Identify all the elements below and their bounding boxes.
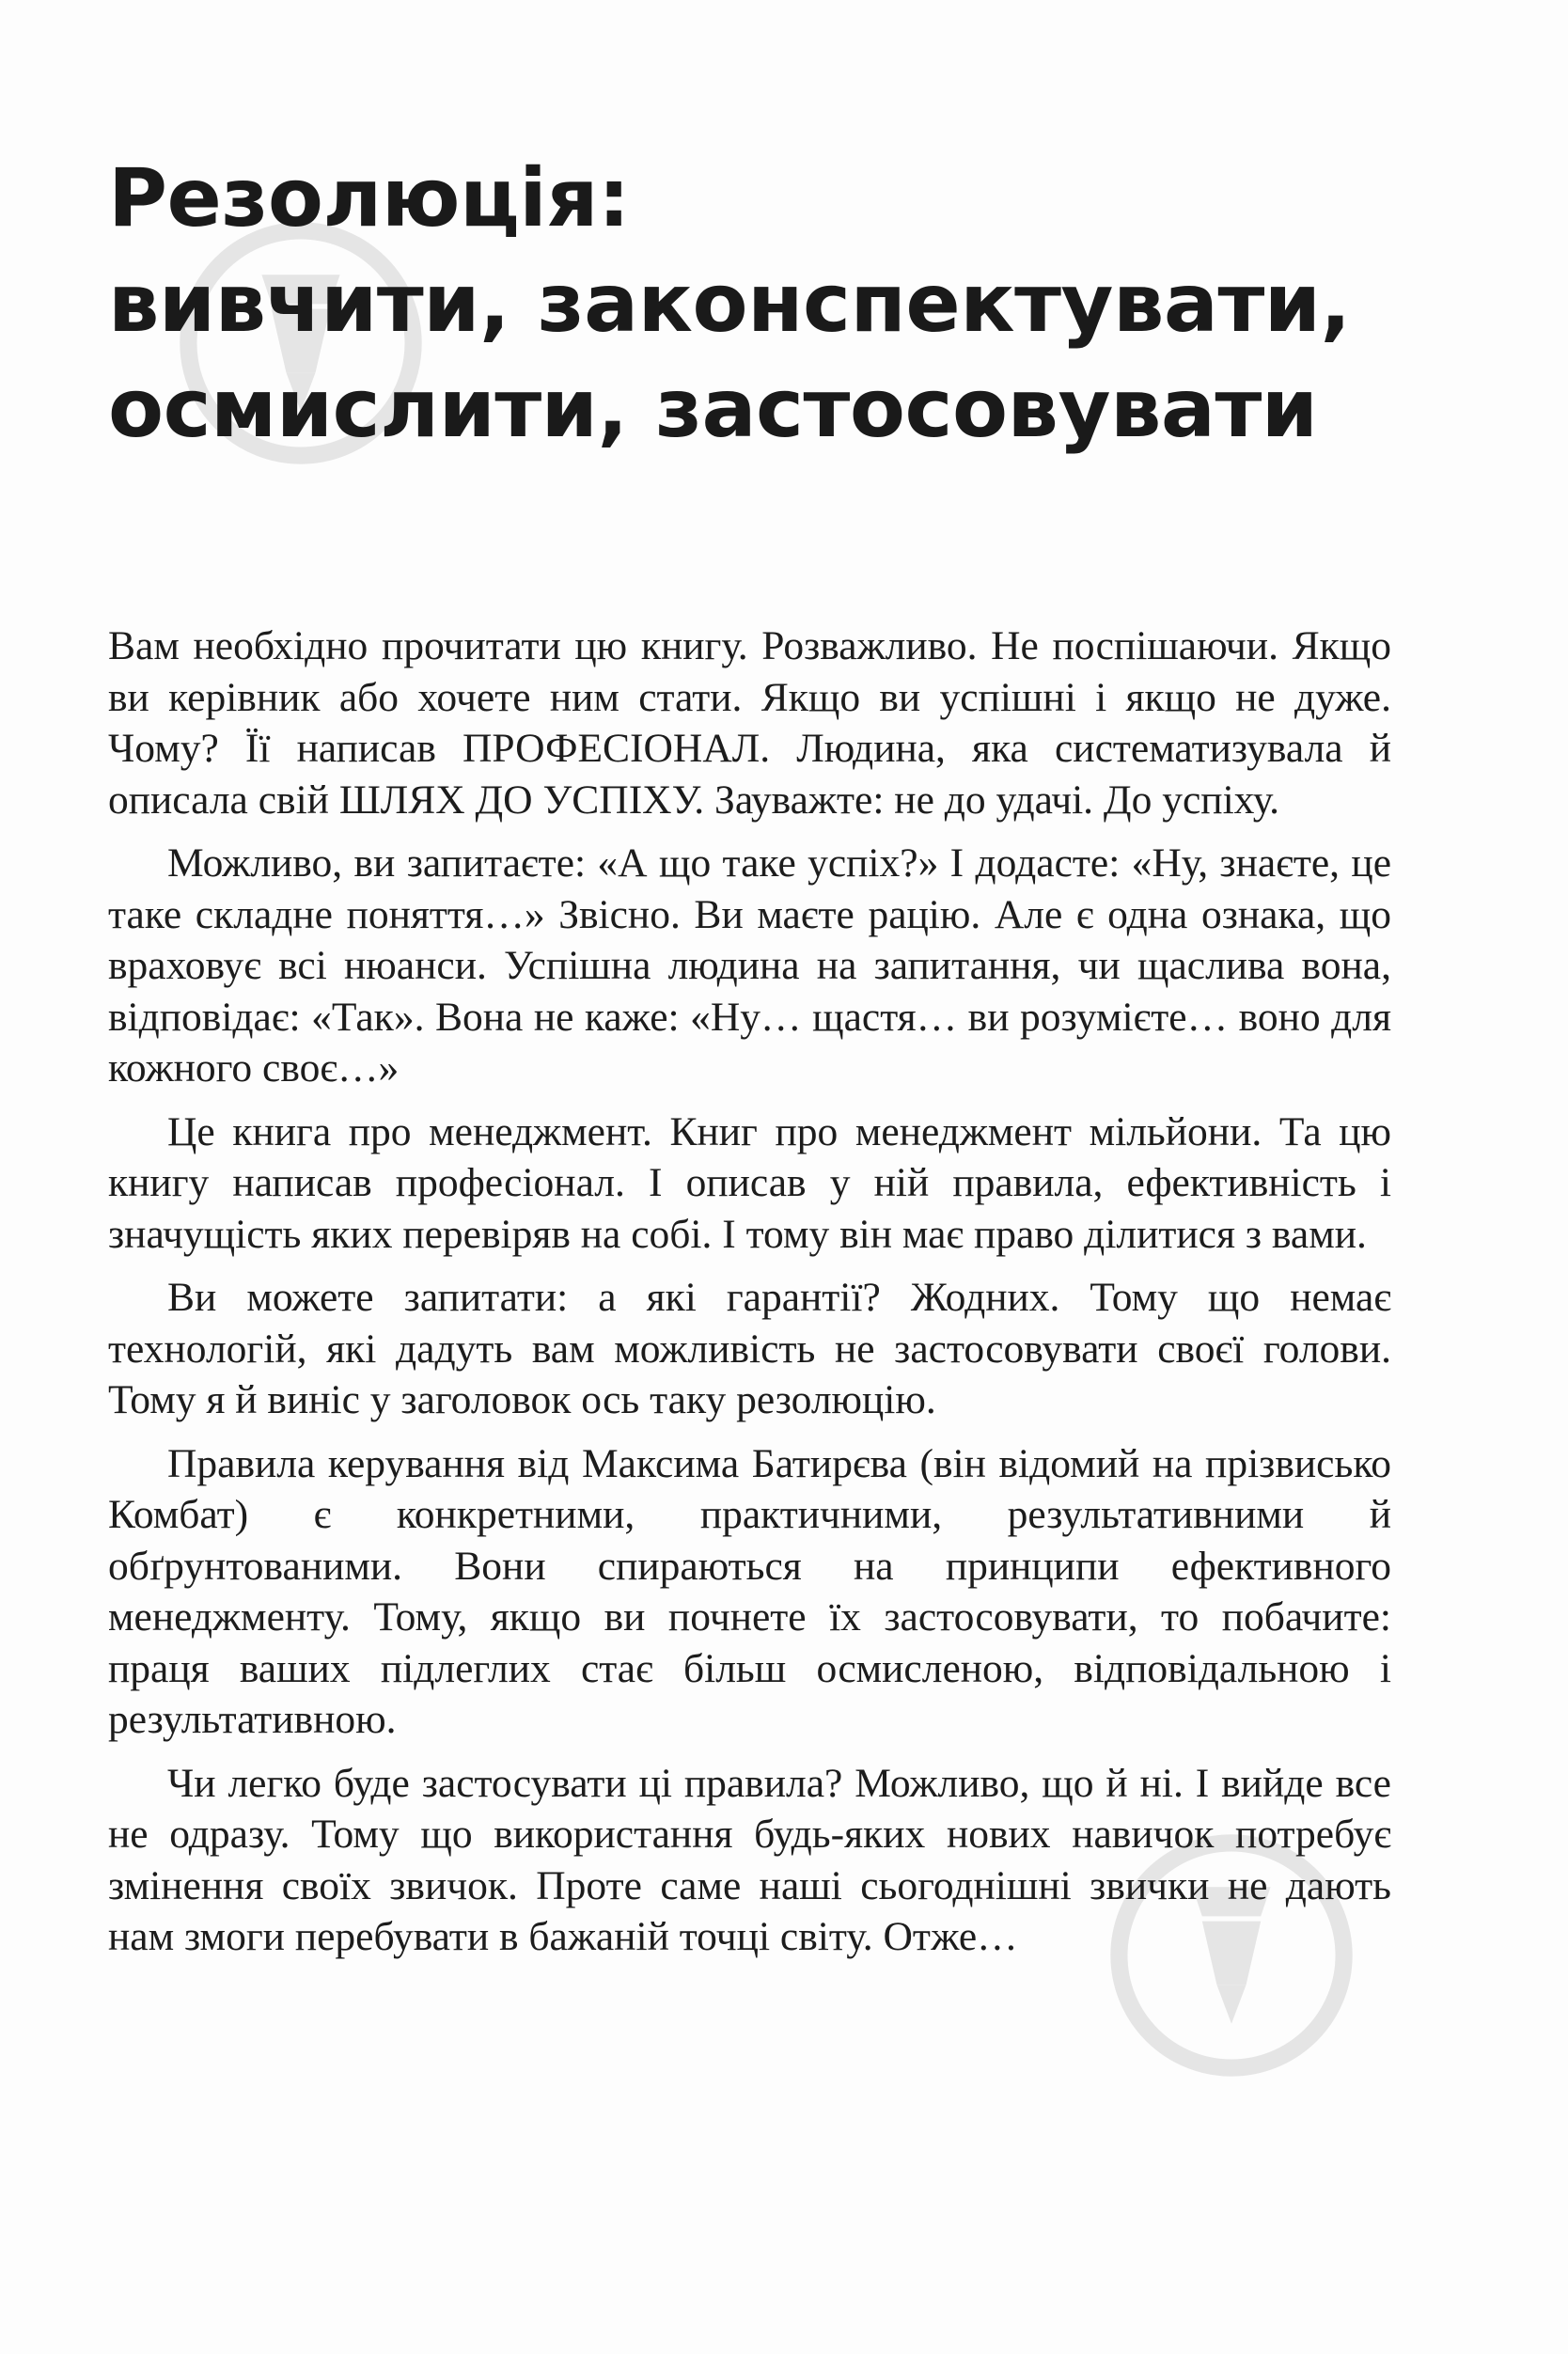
paragraph: Чи легко буде застосувати ці правила? Можливо, що й ні. І вийде все не одразу. Тому що використання будь-яких нових навичок потребує змінення своїх звичок. Проте саме наші сьогоднішні звички не дають нам змоги перебувати в бажаній точці світу. Отже… <box>108 1760 1391 1959</box>
paragraph: Це книга про менеджмент. Книг про менеджмент мільйони. Та цю книгу написав професіонал. І описав у ній правила, ефективність і значущість яких перевіряв на собі. І тому він має право ділитися з вами. <box>108 1108 1391 1257</box>
body-text <box>108 620 1391 1963</box>
chapter-title-line: Резолюція: <box>108 151 630 245</box>
paragraph: Вам необхідно прочитати цю книгу. Розважливо. Не поспішаючи. Якщо ви керівник або хочете ним стати. Якщо ви успішні і якщо не дуже. Чому? Її написав ПРОФЕСІОНАЛ. Людина, яка систематизувала й описала свій ШЛЯХ ДО УСПІХУ. Зауважте: не до удачі. До успіху. <box>108 623 1391 823</box>
paragraph: Можливо, ви запитаєте: «А що таке успіх?» І додасте: «Ну, знаєте, це таке складне поняття…» Звісно. Ви маєте рацію. Але є одна ознака, що враховує всі нюанси. Успішна людина на запитання, чи щаслива вона, відповідає: «Так». Вона не каже: «Ну… щастя… ви розумієте… воно для кожного своє…» <box>108 840 1391 1091</box>
chapter-title-line: осмислити, застосовувати <box>108 362 1318 456</box>
chapter-title-line: вивчити, законспектувати, <box>108 257 1351 351</box>
paragraph: Ви можете запитати: а які гарантії? Жодних. Тому що немає технологій, які дадуть вам можливість не застосовувати своєї голови. Тому я й виніс у заголовок ось таку резолюцію. <box>108 1275 1391 1422</box>
chapter-title <box>108 146 1471 462</box>
paragraph: Правила керування від Максима Батирєва (він відомий на прізвисько Комбат) є конкретними, практичними, результативними й обґрунтованими. Вони спираються на принципи ефективного менеджменту. Тому, якщо ви почнете їх застосовувати, то побачите: праця ваших підлеглих стає більш осмисленою, відповідальною і результативною. <box>108 1440 1391 1742</box>
